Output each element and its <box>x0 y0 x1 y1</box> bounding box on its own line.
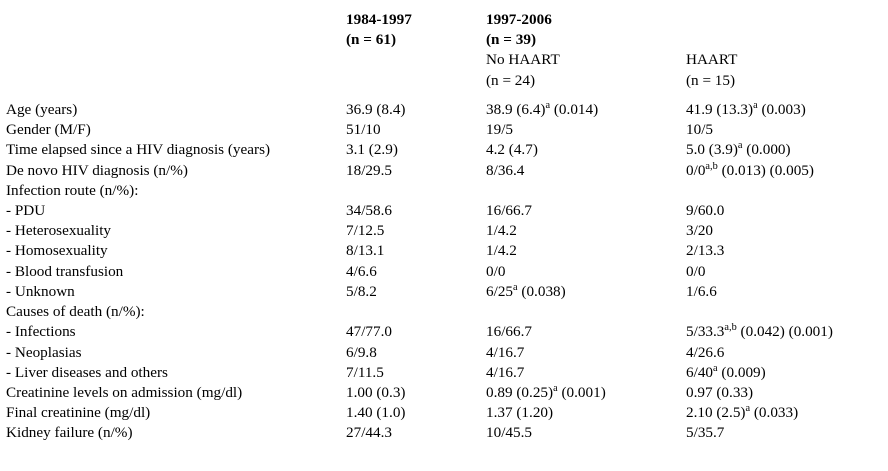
cell-value: 4.2 (4.7) <box>486 141 538 159</box>
table-row <box>6 322 882 342</box>
cell-period-1984-1997: 7/11.5 <box>346 363 384 381</box>
cell-value: 1/6.6 <box>686 282 717 300</box>
cell-period-1984-1997: 8/13.1 <box>346 242 385 260</box>
cell-haart <box>686 322 882 342</box>
cell-period-1984-1997: 51/10 <box>346 121 381 139</box>
table-row <box>6 201 882 221</box>
header-col3-empty <box>686 10 882 30</box>
cell-footnote-marker: a <box>545 99 551 111</box>
cell-value: 16/66.7 <box>486 201 532 219</box>
table-row <box>6 262 882 282</box>
table-header-row-1 <box>6 10 882 30</box>
table-row <box>6 120 882 140</box>
table-body <box>6 10 882 444</box>
row-label: Causes of death (n/%): <box>6 303 145 321</box>
row-label: Creatinine levels on admission (mg/dl) <box>6 383 243 401</box>
cell-no-haart <box>486 201 686 221</box>
cell-value: 1/4.2 <box>486 242 517 260</box>
table-row <box>6 383 882 403</box>
subheader-col1-empty-2 <box>346 71 486 91</box>
cell-value: 5/35.7 <box>686 424 725 442</box>
row-label: - Liver diseases and others <box>6 363 168 381</box>
cell-haart <box>686 181 882 201</box>
cell-footnote-marker: a <box>745 403 751 415</box>
cell-pvalue: (0.001) <box>557 383 606 401</box>
cell-haart <box>686 363 882 383</box>
cell-haart <box>686 343 882 363</box>
cell-period-1984-1997: 18/29.5 <box>346 161 392 179</box>
header-col2-period: 1997-2006 <box>486 11 552 28</box>
cell-haart <box>686 262 882 282</box>
table-row <box>6 403 882 423</box>
table-row <box>6 161 882 181</box>
cell-footnote-marker: a <box>513 281 518 293</box>
subheader-haart-label: HAART <box>686 51 738 69</box>
cell-pvalue: (0.042) (0.001) <box>736 323 833 341</box>
cell-value: 9/60.0 <box>686 201 725 219</box>
cell-value: 5.0 (3.9) <box>686 141 738 159</box>
subheader-no-haart-label: No HAART <box>486 51 560 69</box>
table-row <box>6 181 882 201</box>
cell-pvalue: (0.014) <box>550 100 599 118</box>
row-label: - Heterosexuality <box>6 222 112 240</box>
cell-period-1984-1997: 4/6.6 <box>346 262 377 280</box>
cell-period-1984-1997: 5/8.2 <box>346 282 377 300</box>
cell-footnote-marker: a,b <box>705 160 718 172</box>
cell-footnote-marker: a <box>753 99 758 111</box>
row-label: De novo HIV diagnosis (n/%) <box>6 161 188 179</box>
row-label: - Neoplasias <box>6 343 82 361</box>
cell-value: 3/20 <box>686 222 714 240</box>
cell-no-haart <box>486 181 686 201</box>
cell-no-haart <box>486 262 686 282</box>
cell-no-haart <box>486 120 686 140</box>
cell-no-haart <box>486 221 686 241</box>
cell-value: 2.10 (2.5) <box>686 404 746 422</box>
cell-haart <box>686 241 882 261</box>
table-subheader-row-2 <box>6 71 882 91</box>
row-label: Kidney failure (n/%) <box>6 424 133 442</box>
cell-pvalue: (0.033) <box>750 404 799 422</box>
row-label: Time elapsed since a HIV diagnosis (years) <box>6 141 271 159</box>
cell-pvalue: (0.013) (0.005) <box>717 161 814 179</box>
cell-haart <box>686 383 882 403</box>
cell-value: 0.89 (0.25) <box>486 383 554 401</box>
patient-characteristics-table <box>6 10 882 444</box>
cell-no-haart <box>486 282 686 302</box>
cell-period-1984-1997: 6/9.8 <box>346 343 377 361</box>
header-col1-period: 1984-1997 <box>346 11 412 28</box>
subheader-haart-count: (n = 15) <box>686 71 736 89</box>
cell-value: 6/25 <box>486 282 514 300</box>
row-label: Final creatinine (mg/dl) <box>6 404 151 422</box>
table-row <box>6 423 882 443</box>
header-col3-empty-2 <box>686 30 882 50</box>
cell-no-haart <box>486 322 686 342</box>
row-label: - PDU <box>6 201 46 219</box>
cell-haart <box>686 221 882 241</box>
cell-period-1984-1997: 7/12.5 <box>346 222 385 240</box>
cell-value: 41.9 (13.3) <box>686 100 754 118</box>
cell-haart <box>686 161 882 181</box>
cell-value: 16/66.7 <box>486 323 532 341</box>
row-label: Age (years) <box>6 100 78 118</box>
cell-period-1984-1997: 1.00 (0.3) <box>346 383 406 401</box>
header-empty-cell <box>6 10 346 30</box>
subheader-empty-cell-2 <box>6 71 346 91</box>
cell-haart <box>686 100 882 120</box>
cell-haart <box>686 140 882 160</box>
cell-no-haart <box>486 241 686 261</box>
table-row <box>6 100 882 120</box>
cell-period-1984-1997: 34/58.6 <box>346 201 392 219</box>
row-label: - Blood transfusion <box>6 262 124 280</box>
cell-period-1984-1997: 47/77.0 <box>346 323 392 341</box>
cell-haart <box>686 282 882 302</box>
cell-value: 8/36.4 <box>486 161 525 179</box>
cell-haart <box>686 120 882 140</box>
cell-no-haart <box>486 403 686 423</box>
cell-period-1984-1997: 3.1 (2.9) <box>346 141 398 159</box>
cell-haart <box>686 302 882 322</box>
header-col2-count: (n = 39) <box>486 31 536 49</box>
table-row <box>6 302 882 322</box>
table-row <box>6 343 882 363</box>
row-label: Infection route (n/%): <box>6 181 139 199</box>
cell-no-haart <box>486 423 686 443</box>
cell-value: 0/0 <box>686 262 706 280</box>
subheader-no-haart-count: (n = 24) <box>486 71 536 89</box>
cell-value: 4/26.6 <box>686 343 725 361</box>
cell-period-1984-1997 <box>346 302 486 322</box>
cell-value: 1.37 (1.20) <box>486 404 554 422</box>
table-header-row-2 <box>6 30 882 50</box>
cell-period-1984-1997: 27/44.3 <box>346 424 392 442</box>
cell-value: 4/16.7 <box>486 363 525 381</box>
subheader-empty-cell <box>6 50 346 70</box>
table-subheader-row-1 <box>6 50 882 70</box>
cell-no-haart <box>486 302 686 322</box>
cell-footnote-marker: a <box>713 362 718 374</box>
cell-no-haart <box>486 161 686 181</box>
cell-value: 2/13.3 <box>686 242 725 260</box>
cell-value: 4/16.7 <box>486 343 525 361</box>
table-row <box>6 282 882 302</box>
cell-no-haart <box>486 363 686 383</box>
table-row <box>6 241 882 261</box>
cell-pvalue: (0.000) <box>742 141 791 159</box>
cell-no-haart <box>486 100 686 120</box>
cell-pvalue: (0.038) <box>517 282 566 300</box>
cell-no-haart <box>486 140 686 160</box>
cell-value: 0/0 <box>686 161 706 179</box>
cell-value: 10/5 <box>686 121 714 139</box>
cell-value: 10/45.5 <box>486 424 532 442</box>
cell-pvalue: (0.003) <box>757 100 806 118</box>
cell-value: 5/33.3 <box>686 323 725 341</box>
header-body-spacer <box>6 91 882 100</box>
cell-period-1984-1997: 1.40 (1.0) <box>346 404 406 422</box>
cell-no-haart <box>486 383 686 403</box>
table-row <box>6 140 882 160</box>
cell-value: 0/0 <box>486 262 506 280</box>
row-label: - Homosexuality <box>6 242 108 260</box>
cell-value: 38.9 (6.4) <box>486 100 546 118</box>
cell-pvalue: (0.009) <box>717 363 766 381</box>
table-row <box>6 363 882 383</box>
header-empty-cell-2 <box>6 30 346 50</box>
row-label: Gender (M/F) <box>6 121 91 139</box>
header-col1-count: (n = 61) <box>346 31 396 49</box>
row-label: - Infections <box>6 323 76 341</box>
cell-period-1984-1997 <box>346 181 486 201</box>
subheader-col1-empty <box>346 50 486 70</box>
cell-no-haart <box>486 343 686 363</box>
row-label: - Unknown <box>6 282 75 300</box>
cell-value: 0.97 (0.33) <box>686 383 754 401</box>
cell-haart <box>686 201 882 221</box>
cell-value: 19/5 <box>486 121 514 139</box>
cell-footnote-marker: a <box>737 140 743 152</box>
cell-footnote-marker: a,b <box>724 322 737 334</box>
cell-value: 1/4.2 <box>486 222 517 240</box>
cell-footnote-marker: a <box>553 382 558 394</box>
cell-period-1984-1997: 36.9 (8.4) <box>346 100 406 118</box>
cell-haart <box>686 403 882 423</box>
table-row <box>6 221 882 241</box>
cell-value: 6/40 <box>686 363 714 381</box>
cell-haart <box>686 423 882 443</box>
